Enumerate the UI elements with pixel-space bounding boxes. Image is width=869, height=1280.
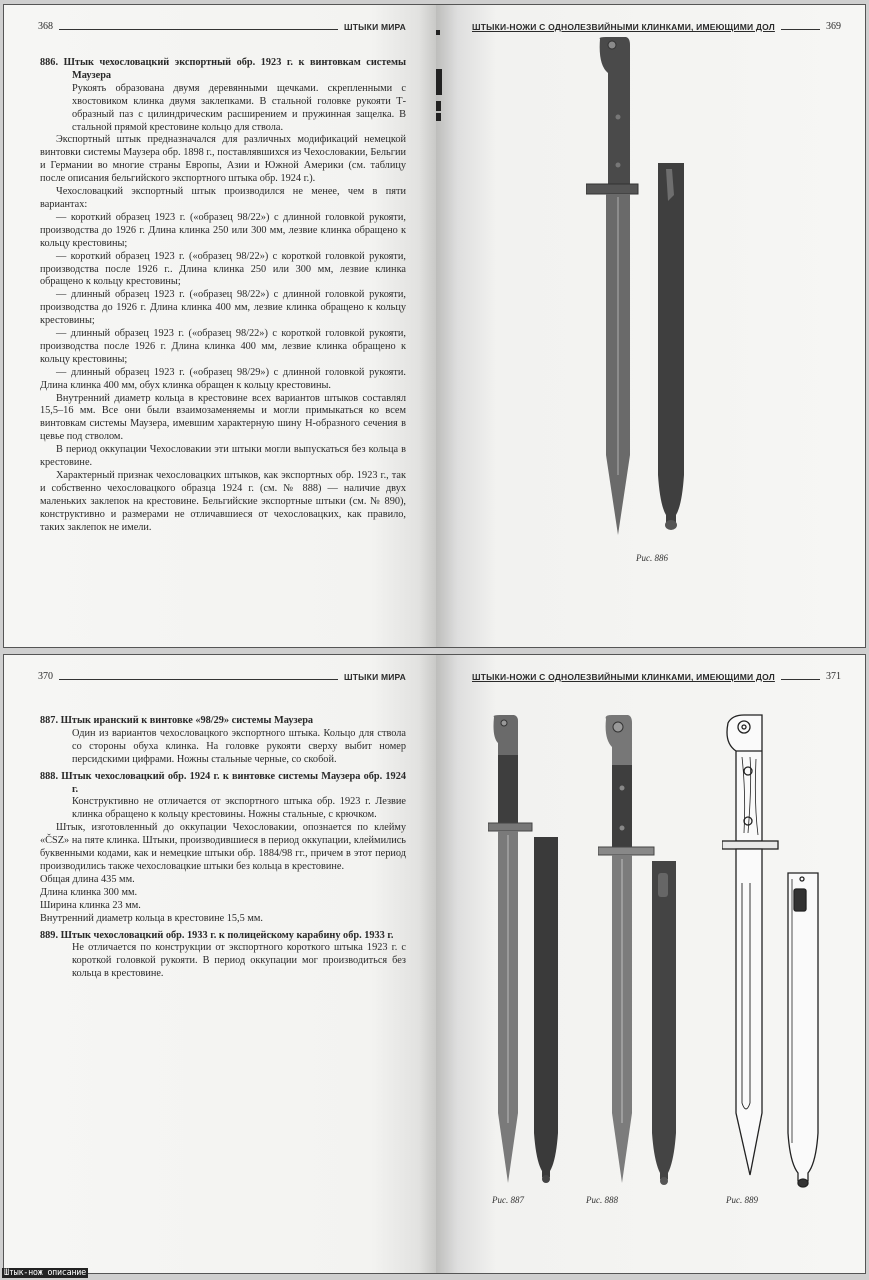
entry-heading	[40, 715, 406, 728]
list-item: — длинный образец 1923 г. («образец 98/22») с длинной головкой рукояти, производства до 1926 г. Длина клинка 400 мм, лезвие клинка обращено к кольцу крестовины;	[40, 289, 406, 327]
page-number: 371	[826, 671, 841, 682]
scabbard	[658, 163, 684, 527]
grip-screw	[620, 826, 625, 831]
scabbard-illustration	[658, 163, 684, 530]
running-header	[472, 671, 841, 682]
running-title: ШТЫКИ МИРА	[344, 22, 406, 32]
scabbard-tip-ball	[542, 1175, 550, 1183]
page-number: 369	[826, 21, 841, 32]
header-rule	[59, 28, 338, 30]
scabbard-frog-stud	[794, 889, 806, 911]
pommel-rivet	[613, 722, 623, 732]
grip-screw	[616, 163, 621, 168]
page-number: 368	[38, 21, 53, 32]
bayonet-illustration	[722, 715, 778, 1175]
crossguard	[586, 184, 638, 194]
entry-title: Штык чехословацкий экспортный обр. 1923 г. к винтовкам системы Маузера	[63, 57, 406, 81]
spec-line: Ширина клинка 23 мм.	[40, 899, 141, 911]
page-369	[436, 5, 866, 647]
scan-artifact	[436, 113, 441, 121]
figure-887	[488, 713, 578, 1193]
scan-artifact	[436, 101, 441, 111]
scabbard-illustration	[788, 873, 818, 1187]
figure-888	[598, 713, 688, 1193]
scabbard-illustration	[652, 861, 676, 1185]
scan-artifact	[436, 30, 440, 35]
spec-line: Длина клинка 300 мм.	[40, 886, 138, 898]
grip-screw	[620, 786, 625, 791]
spec-line: Общая длина 435 мм.	[40, 873, 135, 885]
entry-description: Не отличается по конструкции от экспортного короткого штыка 1923 г. с короткой головкой рукояти. В период оккупации мог производиться без кольца в крестовине.	[72, 942, 406, 980]
page-368	[4, 5, 436, 647]
spec-line: Внутренний диаметр кольца в крестовине 15,5 мм.	[40, 912, 263, 924]
entry-heading	[40, 930, 406, 943]
bayonet-illustration	[488, 715, 532, 1183]
running-header	[38, 21, 406, 32]
scan-artifact	[436, 69, 442, 95]
grip-screw	[616, 115, 621, 120]
entry-number: 888.	[40, 770, 59, 782]
running-header	[38, 671, 406, 682]
watermark-label: Штык-нож описание	[4, 1268, 86, 1278]
running-title: ШТЫКИ-НОЖИ С ОДНОЛЕЗВИЙНЫМИ КЛИНКАМИ, ИМЕЮЩИМИ ДОЛ	[472, 22, 775, 32]
bottom-spread	[3, 654, 866, 1274]
figure-886	[586, 35, 726, 545]
figure-caption: Рис. 889	[726, 1195, 758, 1205]
entry-number: 889.	[40, 929, 59, 941]
grip-scale	[498, 755, 518, 823]
bayonet-illustration	[586, 37, 638, 535]
page-370	[4, 655, 436, 1273]
blade	[736, 849, 762, 1175]
top-spread	[3, 4, 866, 648]
list-item: — длинный образец 1923 г. («образец 98/22») с короткой головкой рукояти, производства после 1926 г. Длина клинка 400 мм, лезвие клинка обращено к кольцу крестовины;	[40, 328, 406, 365]
entry-title: Штык иранский к винтовке «98/29» системы Маузера	[60, 715, 314, 726]
paragraph: Штык, изготовленный до оккупации Чехословакии, опознается по клейму «ČSZ» на пяте клинка. Штыки, производившиеся в период оккупации, клеймились буквенными кодами, как и немецкие штыки обр. 1884/98 гг., причем в этот период производились также чехословацкие штыки без кольца в крестовине.	[40, 822, 406, 872]
entry-number: 886.	[40, 57, 59, 68]
pommel-rivet	[608, 41, 616, 49]
scabbard-tip-ball	[660, 1177, 668, 1185]
crossguard	[722, 841, 778, 849]
running-title: ШТЫКИ МИРА	[344, 672, 406, 682]
paragraph: Характерный признак чехословацких штыков, как экспортных обр. 1923 г., так и собственно чехословацкого образца 1924 г. (см. № 888) — наличие двух маленьких заклепок на крестовине. Бельгийские экспортные штыки (см. № 890), конструктивно и размерами не отличавшиеся от чехословацких, как правило, таких заклепок не имели.	[40, 470, 406, 533]
paragraph: Чехословацкий экспортный штык производился не менее, чем в пяти вариантах:	[40, 186, 406, 210]
paragraph: Экспортный штык предназначался для различных модификаций немецкой винтовки системы Маузера обр. 1898 г., поставлявшихся из Чехословакии, Бельгии и Германии во многие страны Европы, Азии и Южной Америки (см. таблицу после описания бельгийского экспортного штыка обр. 1924 г.).	[40, 134, 406, 185]
body-text	[40, 715, 406, 981]
figure-caption: Рис. 888	[586, 1195, 618, 1205]
entry-description: Один из вариантов чехословацкого экспортного штыка. Кольцо для ствола со стороны обуха клинка. На головке рукояти сверху выбит номер персидскими цифрами. Ножны стальные черные, со скобой.	[72, 727, 406, 765]
scabbard-tip-ball	[665, 520, 677, 530]
header-rule	[781, 28, 820, 30]
page-number: 370	[38, 671, 53, 682]
paragraph: В период оккупации Чехословакии эти штыки могли выпускаться без кольца в крестовине.	[40, 444, 406, 469]
bayonet-illustration	[598, 715, 654, 1183]
list-item: — короткий образец 1923 г. («образец 98/22») с длинной головкой рукояти, производства до 1926 г. Длина клинка 250 или 300 мм, лезвие клинка обращено к кольцу крестовины;	[40, 211, 406, 249]
crossguard	[598, 847, 654, 855]
figure-889	[722, 713, 832, 1193]
figure-caption: Рис. 886	[636, 553, 668, 563]
entry-title: Штык чехословацкий обр. 1933 г. к полицейскому карабину обр. 1933 г.	[60, 929, 394, 941]
header-rule	[59, 678, 338, 680]
running-header	[472, 21, 841, 32]
grip	[600, 37, 630, 185]
list-item: — длинный образец 1923 г. («образец 98/29») с длинной головкой рукояти. Длина клинка 400 мм, обух клинка обращен к кольцу крестовины.	[40, 366, 406, 391]
scabbard-illustration	[534, 837, 558, 1183]
scabbard-tip-ball	[798, 1179, 808, 1187]
entry-description: Рукоять образована двумя деревянными щечками. скрепленными с хвостовиком клинка двумя заклепками. В стальной головке рукояти Т-образный паз с цилиндрическим расширением и пружинная защелка. В стальной прямой крестовине кольцо для ствола.	[72, 82, 406, 133]
pommel-rivet	[501, 720, 507, 726]
entry-description: Конструктивно не отличается от экспортного штыка обр. 1923 г. Лезвие клинка обращено к кольцу крестовины. Ножны стальные, с крючком.	[72, 796, 406, 821]
entry-heading	[40, 57, 406, 83]
list-item: — короткий образец 1923 г. («образец 98/22») с короткой головкой рукояти, производства после 1926 г.. Длина клинка 250 или 300 мм, лезвие клинка обращено к кольцу крестовины;	[40, 250, 406, 288]
scabbard	[534, 837, 558, 1180]
running-title: ШТЫКИ-НОЖИ С ОДНОЛЕЗВИЙНЫМИ КЛИНКАМИ, ИМЕЮЩИМИ ДОЛ	[472, 672, 775, 682]
grip-scale	[612, 765, 632, 847]
header-rule	[781, 678, 820, 680]
crossguard	[488, 823, 532, 831]
scabbard	[788, 873, 818, 1184]
paragraph: Внутренний диаметр кольца в крестовине всех вариантов штыков составлял 15,5–16 мм. Все они были взаимозаменяемы и могли примыкаться ко всем винтовкам системы Маузера, имевшим характерную шину Н-образного сечения в цевье под стволом.	[40, 392, 406, 443]
page-371	[436, 655, 866, 1273]
entry-title: Штык чехословацкий обр. 1924 г. к винтовке системы Маузера обр. 1924 г.	[61, 770, 407, 795]
figure-caption: Рис. 887	[492, 1195, 524, 1205]
entry-number: 887.	[40, 715, 59, 726]
entry-heading	[40, 771, 406, 797]
body-text	[40, 57, 406, 535]
scabbard-hook	[658, 873, 668, 897]
scabbard	[652, 861, 676, 1182]
